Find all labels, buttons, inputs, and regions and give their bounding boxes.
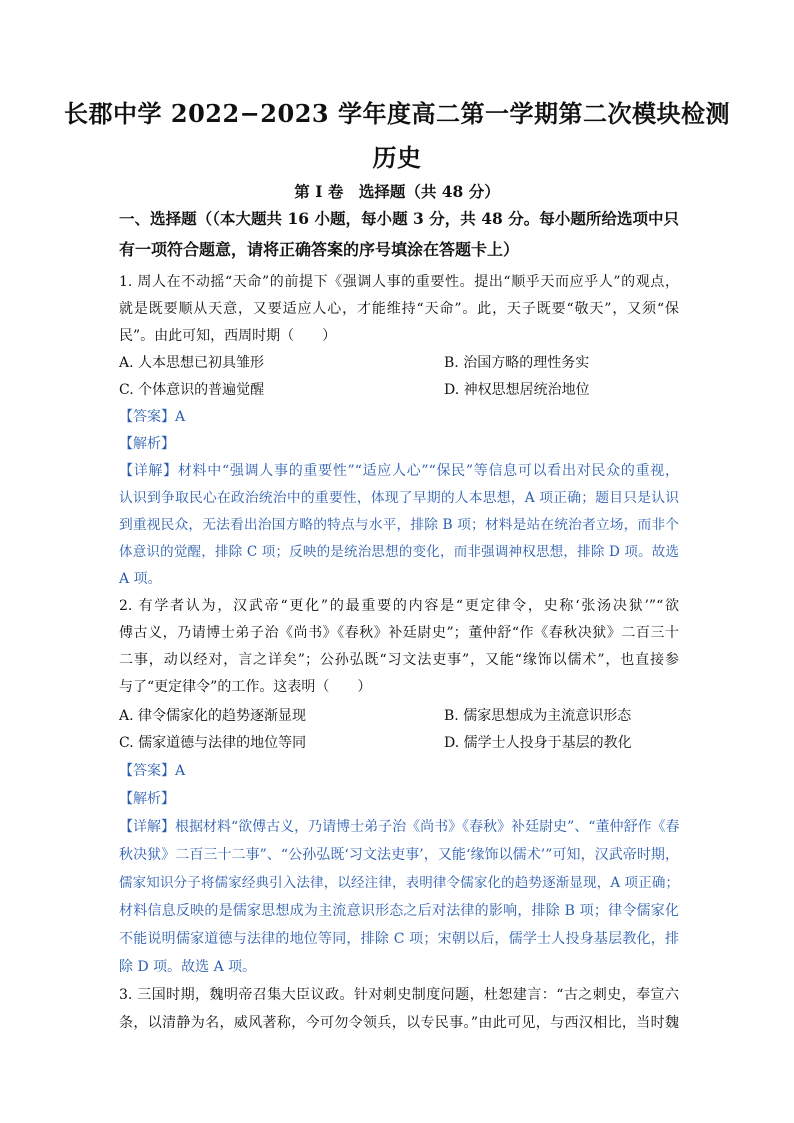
subject-title: 历史 — [372, 143, 422, 172]
q2-analysis-label: 【解析】 — [119, 791, 175, 807]
q1-detail-line-4: 体意识的觉醒，排除 C 项；反映的是统治思想的变化，而非强调神权思想，排除 D 项。故选 — [119, 544, 679, 560]
q2-option-a: A. 律令儒家化的趋势逐渐显现 — [119, 708, 307, 724]
q2-detail-line-2: 秋决狱》二百三十二事”、“公孙弘既‘习文法吏事’，又能‘缘饰以儒术’”可知，汉武帝时期， — [119, 847, 679, 863]
q2-detail-line-5: 不能说明儒家道德与法律的地位等同，排除 C 项；宋朝以后，儒学士人投身基层教化，排 — [119, 931, 679, 947]
q1-detail-line-2: 认识到争取民心在政治统治中的重要性，体现了早期的人本思想，A 项正确；题目只是认识 — [119, 490, 679, 506]
q1-answer: 【答案】A — [119, 409, 186, 425]
q1-option-d: D. 神权思想居统治地位 — [444, 382, 590, 398]
q1-stem-line-2: 就是既要顺从天意，又要适应人心，才能维持“天命”。此，天子既要“敬天”，又须“保 — [119, 301, 679, 317]
q1-option-b: B. 治国方略的理性务实 — [444, 355, 590, 371]
q1-analysis-label: 【解析】 — [119, 436, 175, 452]
q2-detail-line-1: 【详解】根据材料“欲傅古义，乃请博士弟子治《尚书》《春秋》补廷尉史”、“董仲舒作《春 — [119, 819, 680, 835]
part-heading: 第 I 卷 选择题（共 48 分） — [294, 182, 500, 201]
q2-detail-line-6: 除 D 项。故选 A 项。 — [119, 959, 257, 975]
q1-option-c: C. 个体意识的普遍觉醒 — [119, 382, 265, 398]
q2-option-c: C. 儒家道德与法律的地位等同 — [119, 735, 307, 751]
q2-option-d: D. 儒学士人投身于基层的教化 — [444, 735, 632, 751]
q1-detail-line-3: 到重视民众，无法看出治国方略的特点与水平，排除 B 项；材料是站在统治者立场，而非个 — [119, 517, 679, 533]
q1-stem-line-1: 1. 周人在不动摇“天命”的前提下《强调人事的重要性。提出“顺乎天而应乎人”的观点， — [119, 274, 679, 290]
q2-stem-line-4: 与了“更定律令”的工作。这表明（ ） — [119, 679, 372, 695]
q3-stem-line-2: 条，以清静为名，威风著称，今可勿令领兵，以专民事。”由此可见，与西汉相比，当时魏 — [119, 1015, 679, 1031]
q2-option-b: B. 儒家思想成为主流意识形态 — [444, 708, 632, 724]
document-title: 长郡中学 2022−2023 学年度高二第一学期第二次模块检测 — [64, 99, 730, 128]
q2-answer: 【答案】A — [119, 763, 186, 779]
q3-stem-line-1: 3. 三国时期，魏明帝召集大臣议政。针对刺史制度问题，杜恕建言：“古之刺史，奉宣六 — [119, 987, 679, 1003]
q1-detail-line-5: A 项。 — [119, 571, 162, 587]
instructions-line-2: 有一项符合题意，请将正确答案的序号填涂在答题卡上） — [119, 240, 520, 259]
q2-detail-line-3: 儒家知识分子将儒家经典引入法律，以经注律，表明律令儒家化的趋势逐渐显现，A 项正确； — [119, 875, 679, 891]
instructions-line-1: 一、选择题（（本大题共 16 小题，每小题 3 分，共 48 分。每小题所给选项中只 — [119, 209, 679, 228]
q2-detail-line-4: 材料信息反映的是儒家思想成为主流意识形态之后对法律的影响，排除 B 项；律令儒家化 — [119, 903, 679, 919]
q2-stem-line-3: 二事，动以经对，言之详矣”；公孙弘既“习文法吏事”，又能“缘饰以儒术”，也直接参 — [119, 652, 679, 668]
q2-stem-line-1: 2. 有学者认为，汉武帝“更化”的最重要的内容是“更定律令，史称‘张汤决狱’”“欲 — [119, 598, 679, 614]
q1-stem-line-3: 民”。由此可知，西周时期（ ） — [119, 328, 337, 344]
q1-detail-line-1: 【详解】材料中“强调人事的重要性”“适应人心”“保民”等信息可以看出对民众的重视， — [119, 463, 679, 479]
q1-option-a: A. 人本思想已初具雏形 — [119, 355, 265, 371]
q2-stem-line-2: 傅古义，乃请博士弟子治《尚书》《春秋》补廷尉史”；董仲舒“作《春秋决狱》二百三十 — [119, 625, 679, 641]
